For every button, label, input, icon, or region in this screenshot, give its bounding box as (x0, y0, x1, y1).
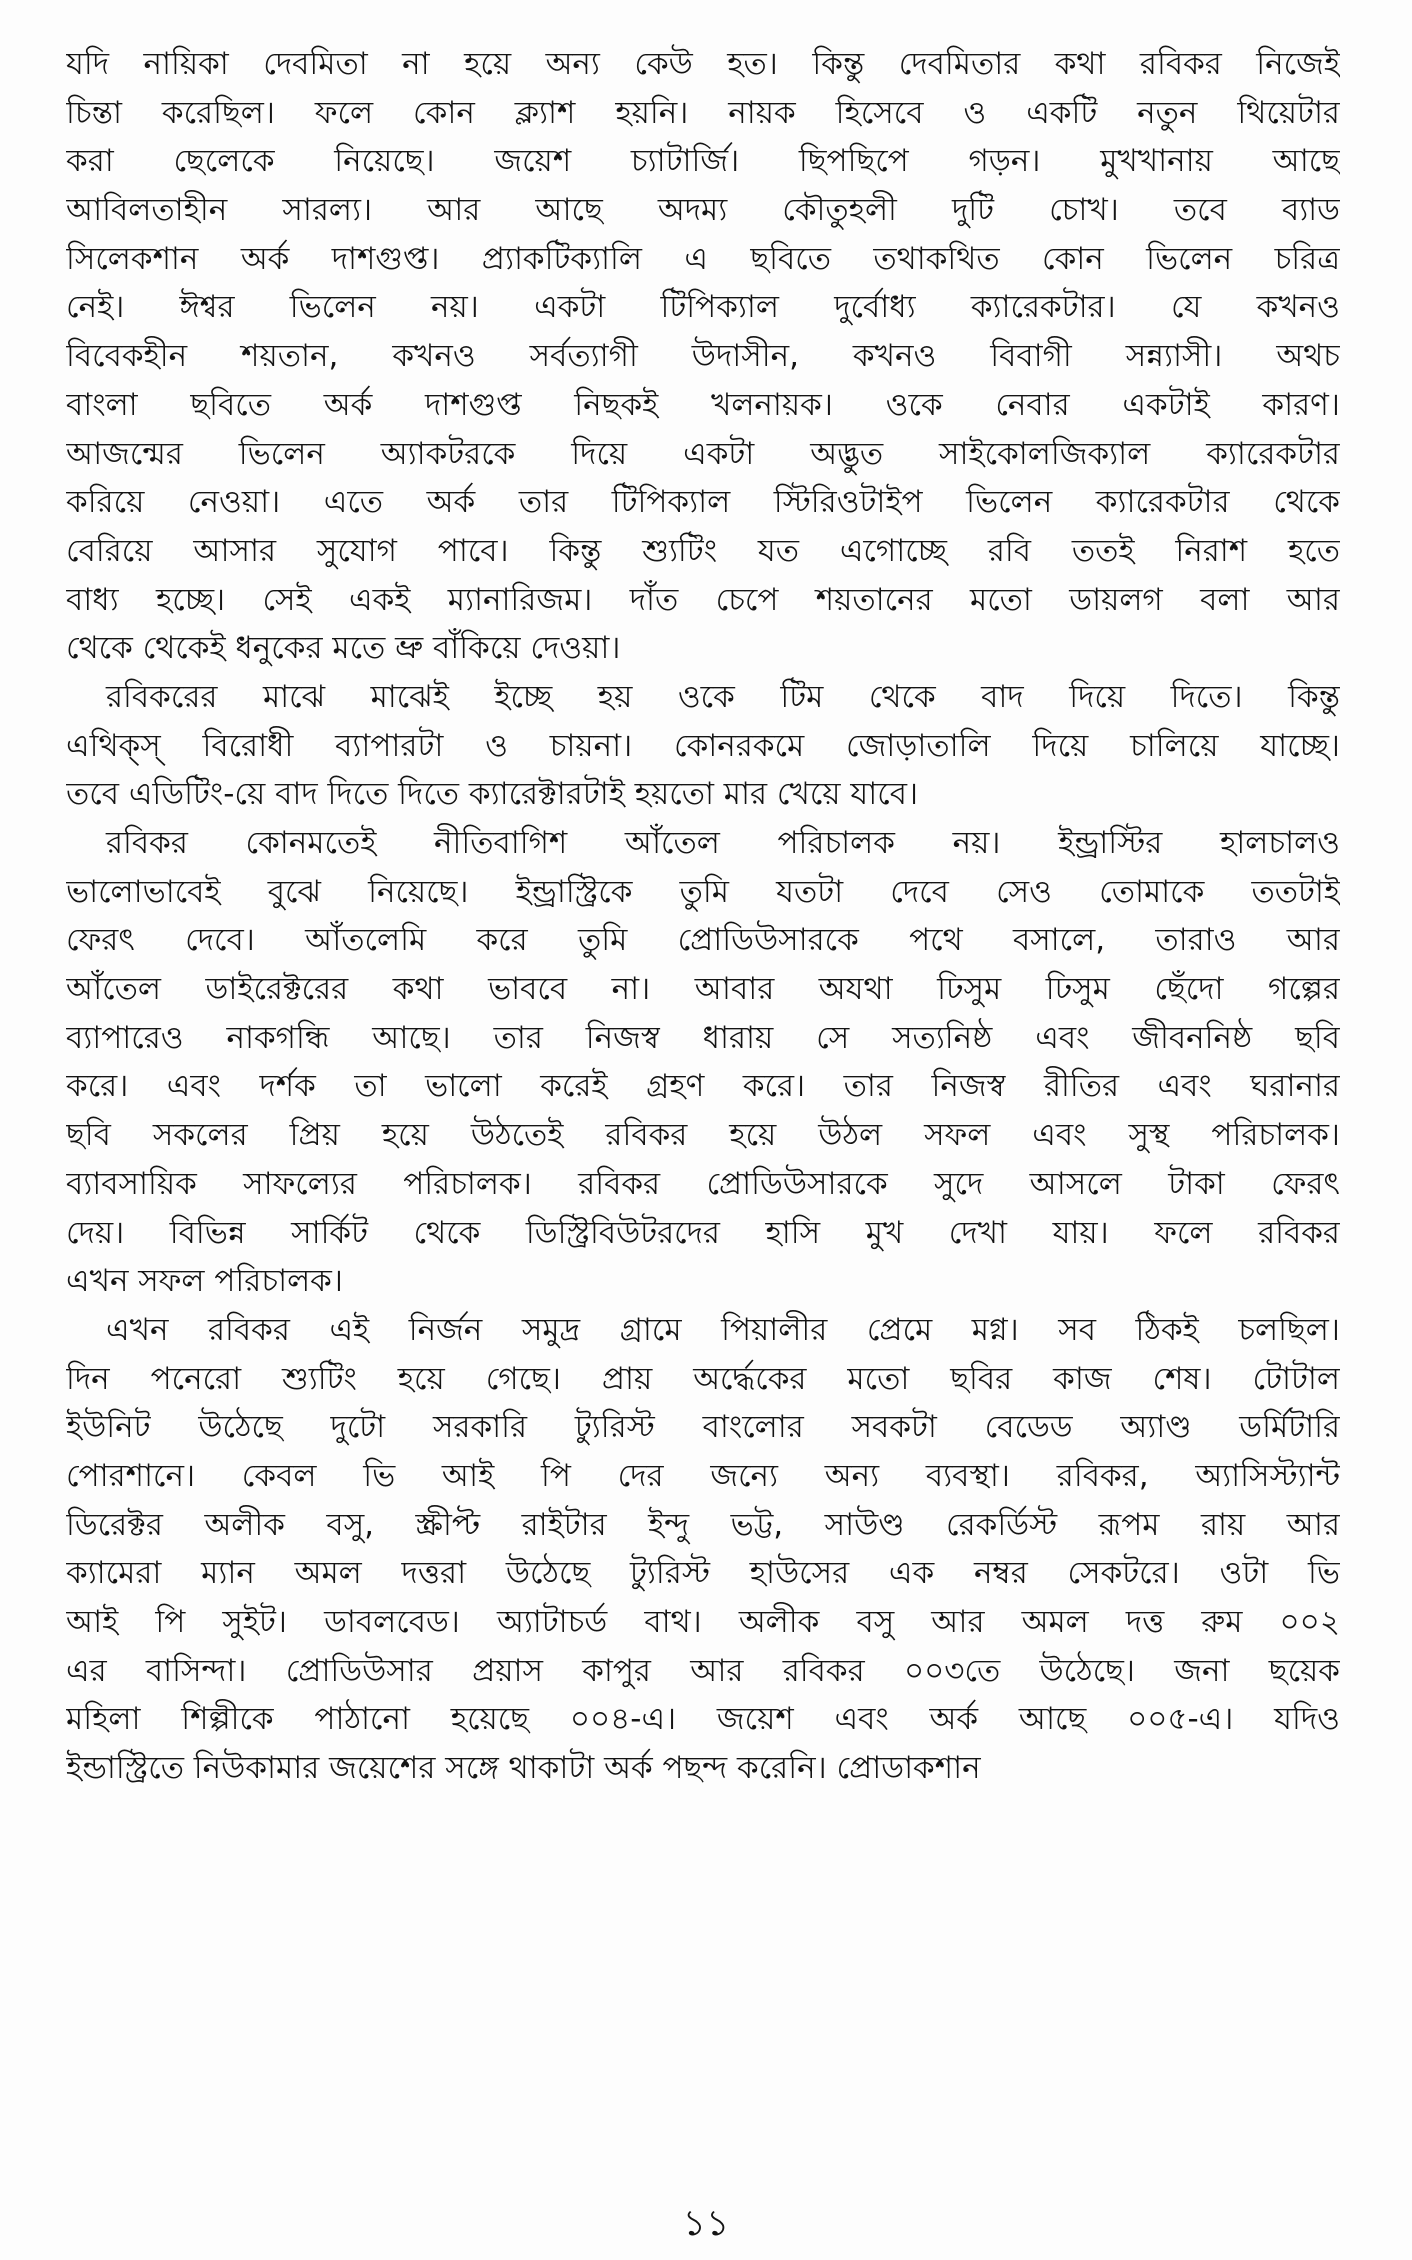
text-line: ব্যাপারেও নাকগন্ধি আছে। তার নিজস্ব ধারায় সে সত্যনিষ্ঠ এবং জীবননিষ্ঠ ছবি (66, 1019, 1340, 1056)
text-line: করা ছেলেকে নিয়েছে। জয়েশ চ্যাটার্জি। ছিপছিপে গড়ন। মুখখানায় আছে (66, 143, 1340, 180)
text-line: বেরিয়ে আসার সুযোগ পাবে। কিন্তু শ্যুটিং যত এগোচ্ছে রবি ততই নিরাশ হতে (66, 532, 1340, 569)
text-line: এর বাসিন্দা। প্রোডিউসার প্রয়াস কাপুর আর রবিকর ০০৩তে উঠেছে। জনা ছয়েক (66, 1652, 1340, 1689)
paragraph (66, 673, 1340, 819)
text-line: বিবেকহীন শয়তান, কখনও সর্বত্যাগী উদাসীন, কখনও বিবাগী সন্ন্যাসী। অথচ (66, 338, 1340, 375)
text-line: দেয়। বিভিন্ন সার্কিট থেকে ডিস্ট্রিবিউটরদের হাসি মুখ দেখা যায়। ফলে রবিকর (66, 1214, 1340, 1251)
text-line: ফেরৎ দেবে। আঁতলেমি করে তুমি প্রোডিউসারকে পথে বসালে, তারাও আর (66, 922, 1340, 959)
paragraph (66, 40, 1340, 673)
text-line: ভালোভাবেই বুঝে নিয়েছে। ইন্ড্রাস্ট্রিকে তুমি যতটা দেবে সেও তোমাকে ততটাই (66, 873, 1340, 910)
text-line: যদি নায়িকা দেবমিতা না হয়ে অন্য কেউ হত। কিন্তু দেবমিতার কথা রবিকর নিজেই (66, 46, 1340, 82)
text-line: আই পি সুইট। ডাবলবেড। অ্যাটাচর্ড বাথ। অলীক বসু আর অমল দত্ত রুম ০০২ (66, 1604, 1340, 1640)
text-line: আবিলতাহীন সারল্য। আর আছে অদম্য কৌতুহলী দুটি চোখ। তবে ব্যাড (66, 192, 1340, 229)
text-line: রবিকরের মাঝে মাঝেই ইচ্ছে হয় ওকে টিম থেকে বাদ দিয়ে দিতে। কিন্তু (106, 678, 1340, 715)
text-line: এখন রবিকর এই নির্জন সমুদ্র গ্রামে পিয়ালীর প্রেমে মগ্ন। সব ঠিকই চলছিল। (106, 1311, 1340, 1348)
text-line: মহিলা শিল্পীকে পাঠানো হয়েছে ০০৪-এ। জয়েশ এবং অর্ক আছে ০০৫-এ। যদিও (66, 1701, 1340, 1738)
text-line: ক্যামেরা ম্যান অমল দত্তরা উঠেছে ট্যুরিস্ট হাউসের এক নম্বর সেকটরে। ওটা ভি (66, 1555, 1340, 1592)
text-line: বাধ্য হচ্ছে। সেই একই ম্যানারিজম। দাঁত চেপে শয়তানের মতো ডায়লগ বলা আর (66, 581, 1340, 618)
text-line: সিলেকশান অর্ক দাশগুপ্ত। প্র্যাকটিক্যালি এ ছবিতে তথাকথিত কোন ভিলেন চরিত্র (66, 240, 1340, 277)
text-line: এখন সফল পরিচালক। (66, 1263, 343, 1300)
text-line: করে। এবং দর্শক তা ভালো করেই গ্রহণ করে। তার নিজস্ব রীতির এবং ঘরানার (66, 1068, 1340, 1105)
page-number: ১১ (682, 2203, 730, 2244)
text-line: ব্যাবসায়িক সাফল্যের পরিচালক। রবিকর প্রোডিউসারকে সুদে আসলে টাকা ফেরৎ (66, 1165, 1340, 1202)
text-line: করিয়ে নেওয়া। এতে অর্ক তার টিপিক্যাল স্টিরিওটাইপ ভিলেন ক্যারেকটার থেকে (66, 484, 1340, 521)
text-line: আজন্মের ভিলেন অ্যাকটরকে দিয়ে একটা অদ্ভুত সাইকোলজিক্যাল ক্যারেকটার (66, 435, 1340, 472)
text-line: পোরশানে। কেবল ভি আই পি দের জন্যে অন্য ব্যবস্থা। রবিকর, অ্যাসিস্ট্যান্ট (66, 1457, 1340, 1494)
paragraph (66, 819, 1340, 1306)
text-line: ডিরেক্টর অলীক বসু, স্ক্রীপ্ট রাইটার ইন্দু ভট্ট, সাউণ্ড রেকর্ডিস্ট রূপম রায় আর (66, 1506, 1340, 1543)
text-line: এথিক্‌স্ বিরোধী ব্যাপারটা ও চায়না। কোনরকমে জোড়াতালি দিয়ে চালিয়ে যাচ্ছে। (66, 727, 1340, 764)
text-line: থেকে থেকেই ধনুকের মতে ভ্রু বাঁকিয়ে দেওয়া। (66, 630, 621, 667)
text-line: তবে এডিটিং-য়ে বাদ দিতে দিতে ক্যারেক্টারটাই হয়তো মার খেয়ে যাবে। (66, 776, 919, 813)
text-line: রবিকর কোনমতেই নীতিবাগিশ আঁতেল পরিচালক নয়। ইন্ড্রাস্টির হালচালও (106, 825, 1340, 861)
text-line: ইন্ডাস্ট্রিতে নিউকামার জয়েশের সঙ্গে থাকাটা অর্ক পছন্দ করেনি। প্রোডাকশান (66, 1750, 981, 1787)
text-line: ইউনিট উঠেছে দুটো সরকারি ট্যুরিস্ট বাংলোর সবকটা বেডেড অ্যাণ্ড ডর্মিটারি (66, 1409, 1340, 1446)
text-line: দিন পনেরো শ্যুটিং হয়ে গেছে। প্রায় অর্দ্ধেকের মতো ছবির কাজ শেষ। টোটাল (66, 1360, 1340, 1397)
text-line: চিন্তা করেছিল। ফলে কোন ক্ল্যাশ হয়নি। নায়ক হিসেবে ও একটি নতুন থিয়েটার (66, 94, 1340, 131)
body-text (66, 40, 1340, 1793)
text-line: আঁতেল ডাইরেক্টরের কথা ভাববে না। আবার অযথা ঢিসুম ঢিসুম ছেঁদো গল্পের (66, 971, 1340, 1008)
text-line: বাংলা ছবিতে অর্ক দাশগুপ্ত নিছকই খলনায়ক। ওকে নেবার একটাই কারণ। (66, 386, 1340, 423)
paragraph (66, 1306, 1340, 1793)
text-line: নেই। ঈশ্বর ভিলেন নয়। একটা টিপিক্যাল দুর্বোধ্য ক্যারেকটার। যে কখনও (66, 289, 1340, 326)
text-line: ছবি সকলের প্রিয় হয়ে উঠতেই রবিকর হয়ে উঠল সফল এবং সুস্থ পরিচালক। (66, 1117, 1340, 1154)
